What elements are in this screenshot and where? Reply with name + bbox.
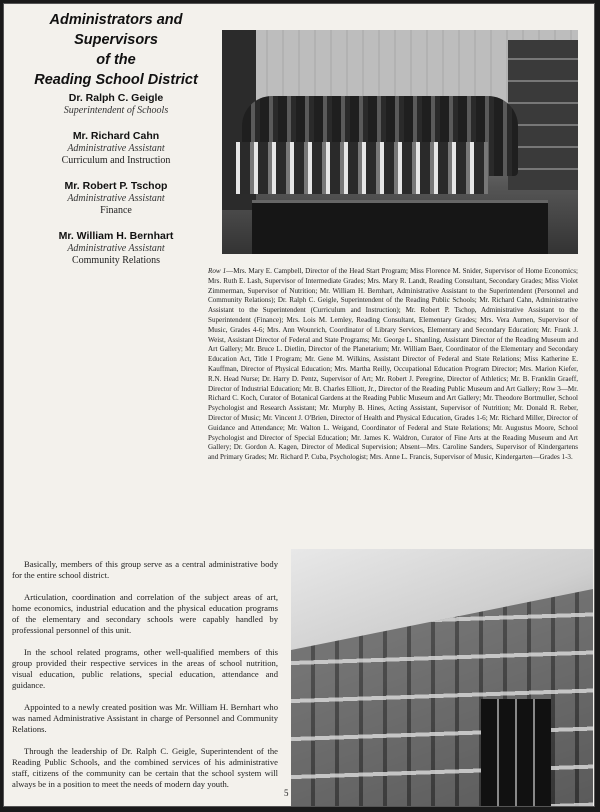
group-photo xyxy=(222,30,578,254)
body-paragraph: In the school related programs, other well-qualified members of this group provided their respective services in the areas of school nutrition, visual education, public relations, special education, attendance and guidance. xyxy=(12,647,278,690)
building-entrance xyxy=(481,699,551,807)
staff-department: Curriculum and Instruction xyxy=(61,155,171,166)
body-paragraph: Articulation, coordination and correlation of the subject areas of art, home economics, industrial education and the physical education programs of the elementary and secondary schools were capably handled by professional personnel of this unit. xyxy=(12,592,278,635)
page-title xyxy=(18,10,214,90)
building-photo xyxy=(291,549,593,807)
title-line-2: of the xyxy=(96,52,136,68)
staff-department: Finance xyxy=(100,205,132,216)
staff-role: Administrative Assistant xyxy=(67,193,165,204)
body-paragraph: Appointed to a newly created position was Mr. William H. Bernhart who was named Administrative Assistant in charge of Personnel and Community Relations. xyxy=(12,702,278,734)
staff-role: Superintendent of Schools xyxy=(63,105,169,116)
caption-text: —Mrs. Mary E. Campbell, Director of the Head Start Program; Miss Florence M. Snider, Supervisor of Home Economics; Mrs. Ruth E. Lash, Supervisor of Intermediate Grades; Mrs. Mary R. Landt, Reading Consultant, Secondary Grades; Miss Violet Zimmerman, Supervisor of Nutrition; Mr. William H. Bernhart, Administrative Assistant to the Superintendent (Personnel and Community Relations); Dr. Ralph C. Geigle, Superintendent of the Reading Public Schools; Mr. Richard Cahn, Administrative Assistant to the Superintendent (Curriculum and Instruction); Mr. Robert P. Tschop, Administrative Assistant to the Superintendent (Finance); Mrs. Lois M. Lemley, Reading Consultant, Elementary Grades; Mrs. Vera Aumen, Supervisor of Music, Grades 4-6; Mrs. Ann Wounrich, Coordinator of Library Services, Elementary and Secondary Education; Mr. Frank J. Weist, Assistant Director of Federal and State Programs; Mr. George L. Shanling, Assistant Director of the Reading Museum and Art Gallery; Mr. Bruce L. Dietlin, Director of the Planetarium; Mr. William Baer, Coordinator of the Elementary and Secondary Education Act, Title I Program; Mr. Gene M. Wilkins, Assistant Director of Federal and State Relations; Miss Katherine E. Kauffman, Director of Physical Education; Mrs. Martha Reilly, Occupational Education Program Director; Mrs. Marion Kiefer, R.N. Head Nurse; Dr. Harry D. Pentz, Supervisor of Art; Mr. Robert J. Peregrine, Director of Athletics; Mr. B. Franklin Graeff, Director of Industrial Education; Mr. B. Charles Elliott, Jr., Director of the Reading Public Museum and Art Gallery; Row 3—Mr. Richard C. Koch, Curator of Botanical Gardens at the Reading Public Museum and Art Gallery; Mr. Theodore Bortmuller, School Psychologist and Research Assistant; Mr. Murphy B. Hines, Acting Assistant, Supervisor of Nutrition; Mr. Donald R. Reber, Director of Music; Mr. Vincent J. O'Brien, Director of Health and Physical Education, Grades 1-6; Mr. Richard Miller, Director of Guidance and Attendance; Mr. Walton L. Weigand, Coordinator of Federal and State Relations; Mr. Augustus Moore, School Psychologist and Director of Special Education; Mr. James K. Waldron, Curator of Fine Arts at the Reading Museum and Art Gallery; Dr. Gordon A. Kagen, Director of Medical Supervision; Absent—Mrs. Caroline Sanders, Supervisor of Kindergartens and Primary Grades; Mr. Richard P. Cuba, Psychologist; Mrs. Anne L. Francis, Supervisor of Music, Kindergarten—Grades 1-3. xyxy=(208,267,578,462)
staff-entry xyxy=(18,230,214,267)
photo-caption xyxy=(208,267,578,463)
staff-list xyxy=(18,92,214,280)
photo-conference-table xyxy=(252,200,548,254)
staff-entry xyxy=(18,130,214,167)
staff-role: Administrative Assistant xyxy=(67,143,165,154)
title-line-1: Administrators and Supervisors xyxy=(49,12,183,48)
body-paragraph: Basically, members of this group serve as a central administrative body for the entire school district. xyxy=(12,559,278,580)
staff-entry xyxy=(18,92,214,117)
page-number: 5 xyxy=(284,788,289,798)
staff-role: Administrative Assistant xyxy=(67,243,165,254)
caption-row-label: Row 1 xyxy=(208,267,227,275)
staff-department: Community Relations xyxy=(71,255,161,266)
photo-window-right xyxy=(508,40,578,190)
yearbook-page xyxy=(3,3,595,807)
title-line-3: Reading School District xyxy=(34,72,198,88)
staff-name: Dr. Ralph C. Geigle xyxy=(68,92,164,104)
body-paragraph: Through the leadership of Dr. Ralph C. Geigle, Superintendent of the Reading Public Schools, and the combined services of his administrative staff, citizens of the community can be certain that the school system will always be in a position to meet the needs of modern day youth. xyxy=(12,746,278,789)
article-body xyxy=(12,559,278,801)
staff-name: Mr. Robert P. Tschop xyxy=(64,180,168,192)
photo-seated-row xyxy=(236,142,488,194)
staff-name: Mr. Richard Cahn xyxy=(72,130,160,142)
staff-name: Mr. William H. Bernhart xyxy=(58,230,174,242)
staff-entry xyxy=(18,180,214,217)
